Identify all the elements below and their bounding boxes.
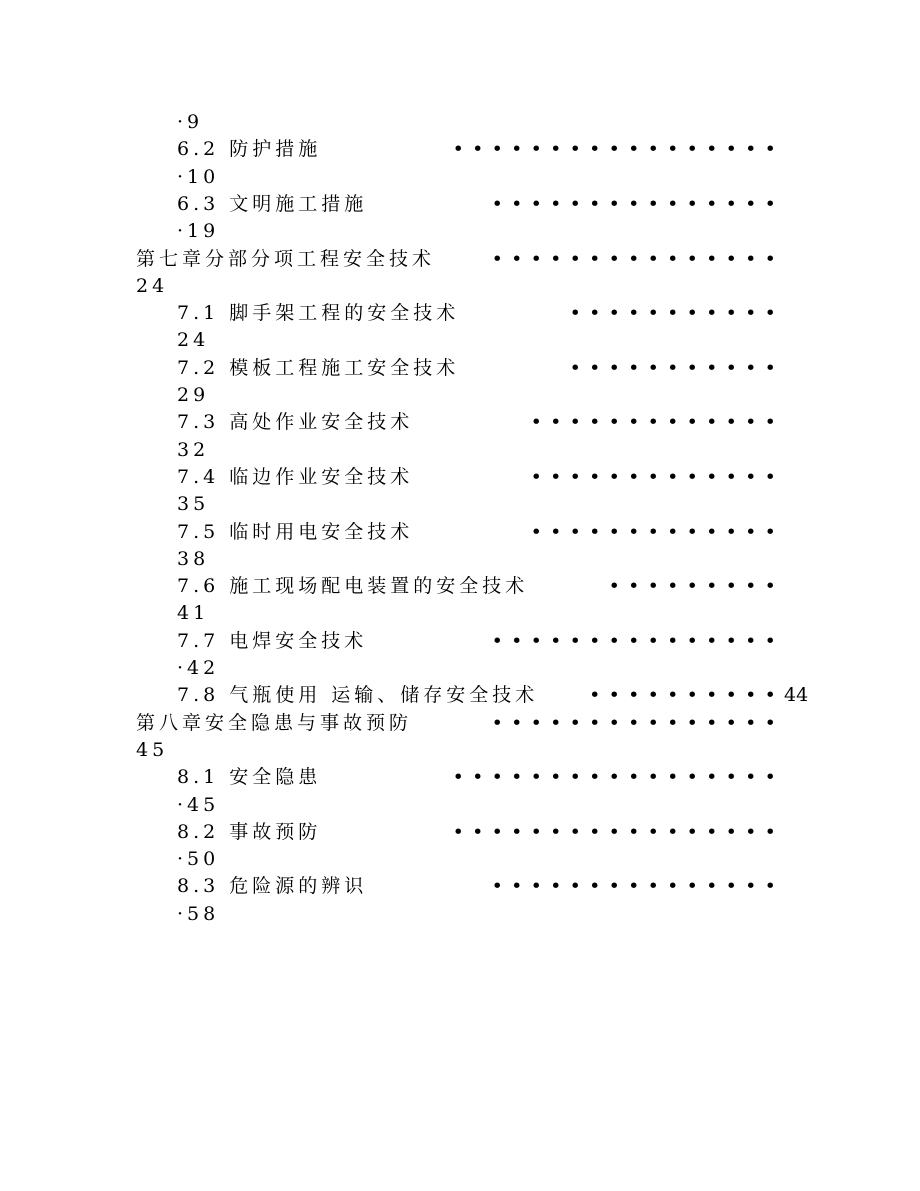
- dot-leader: • • • • • • • • • • • • • • •: [491, 192, 776, 215]
- toc-page-number: ·9: [177, 111, 204, 133]
- toc-entry-title: 7.3 高处作业安全技术: [177, 411, 414, 434]
- toc-entry-title: 7.4 临边作业安全技术: [177, 465, 414, 488]
- toc-entry-line: [177, 492, 209, 516]
- toc-entry-line: [177, 683, 538, 707]
- toc-entry-title: 8.1 安全隐患: [177, 766, 322, 789]
- toc-entry-title: 7.8 气瓶使用 运输、储存安全技术: [177, 684, 539, 707]
- toc-entry-line: [177, 328, 209, 352]
- toc-entry-line: [177, 137, 321, 161]
- toc-page-number: 45: [136, 738, 169, 761]
- toc-page-number: ·19: [177, 220, 220, 243]
- toc-entry-line: [177, 629, 367, 653]
- dot-leader: • • • • • • • • • • •: [569, 356, 776, 379]
- toc-page-number: ·42: [177, 657, 220, 679]
- toc-entry-line: [177, 874, 367, 898]
- toc-entry-line: [177, 465, 413, 489]
- dot-leader: • • • • • • • • • • • • • • • • •: [452, 138, 776, 161]
- toc-entry-title: 7.7 电焊安全技术: [177, 629, 368, 652]
- toc-entry-line: [177, 574, 528, 598]
- toc-page-number: ·45: [177, 793, 220, 816]
- dot-leader: • • • • • • • • • • •: [569, 302, 776, 325]
- toc-entry-line: [177, 793, 219, 817]
- dot-leader: • • • • • • • • •: [608, 575, 776, 598]
- toc-entry-line: [177, 383, 209, 407]
- toc-entry-title: 6.3 文明施工措施: [177, 192, 368, 215]
- toc-entry-title: 7.2 模板工程施工安全技术: [177, 356, 460, 379]
- toc-entry-line: [177, 219, 219, 243]
- toc-entry-line: [177, 110, 203, 134]
- toc-entry-title: 7.1 脚手架工程的安全技术: [177, 302, 460, 325]
- toc-page-number: 29: [177, 384, 210, 406]
- toc-entry-line: [177, 520, 413, 544]
- toc-entry-line: [177, 165, 219, 189]
- toc-entry-title: 第八章安全隐患与事故预防: [136, 711, 413, 734]
- toc-entry-line: [177, 847, 219, 871]
- dot-leader: • • • • • • • • • • • • •: [530, 465, 776, 488]
- toc-page-number: 24: [136, 274, 169, 297]
- dot-leader: • • • • • • • • • • • • • • •: [491, 711, 776, 734]
- dot-leader: • • • • • • • • • • • • • • •: [491, 629, 776, 652]
- toc-entry-line: [177, 656, 219, 680]
- toc-chapter-line: [136, 711, 412, 735]
- toc-page-number: 35: [177, 493, 210, 516]
- toc-page-number: 41: [177, 602, 210, 625]
- toc-page-number: 24: [177, 329, 210, 352]
- toc-entry-title: 8.2 事故预防: [177, 820, 322, 843]
- toc-chapter-line: [136, 274, 168, 298]
- dot-leader: • • • • • • • • • • • • •: [530, 411, 776, 434]
- toc-entry-title: 7.5 临时用电安全技术: [177, 520, 414, 543]
- toc-entry-line: [177, 902, 219, 926]
- toc-chapter-line: [136, 738, 168, 762]
- toc-page-number: ·58: [177, 902, 220, 925]
- toc-entry-title: 8.3 危险源的辨识: [177, 875, 368, 898]
- toc-entry-line: [177, 547, 209, 571]
- dot-leader: • • • • • • • • • • • • • • •: [491, 875, 776, 898]
- dot-leader: • • • • • • • • • • • • • • • • •: [452, 820, 776, 843]
- toc-entry-title: 6.2 防护措施: [177, 138, 322, 161]
- toc-page-number: ·10: [177, 165, 220, 188]
- dot-leader: • • • • • • • • • • • • •: [530, 520, 776, 543]
- toc-page-number: ·50: [177, 848, 220, 871]
- toc-chapter-line: [136, 247, 435, 271]
- toc-entry-title: 第七章分部分项工程安全技术: [136, 247, 436, 270]
- toc-page-number: 38: [177, 547, 210, 570]
- toc-entry-line: [177, 410, 413, 434]
- dot-leader: • • • • • • • • • •: [589, 684, 776, 707]
- toc-entry-line: [177, 301, 459, 325]
- toc-entry-title: 7.6 施工现场配电装置的安全技术: [177, 575, 529, 598]
- toc-entry-line: [177, 820, 321, 844]
- toc-entry-line: [177, 438, 209, 462]
- toc-entry-line: [177, 356, 459, 380]
- toc-entry-line: [177, 765, 321, 789]
- toc-entry-line: [177, 192, 367, 216]
- toc-page-number: 44: [784, 684, 809, 707]
- dot-leader: • • • • • • • • • • • • • • • • •: [452, 766, 776, 789]
- toc-entry-line: [177, 601, 209, 625]
- toc-page-number: 32: [177, 438, 210, 461]
- dot-leader: • • • • • • • • • • • • • • •: [491, 247, 776, 270]
